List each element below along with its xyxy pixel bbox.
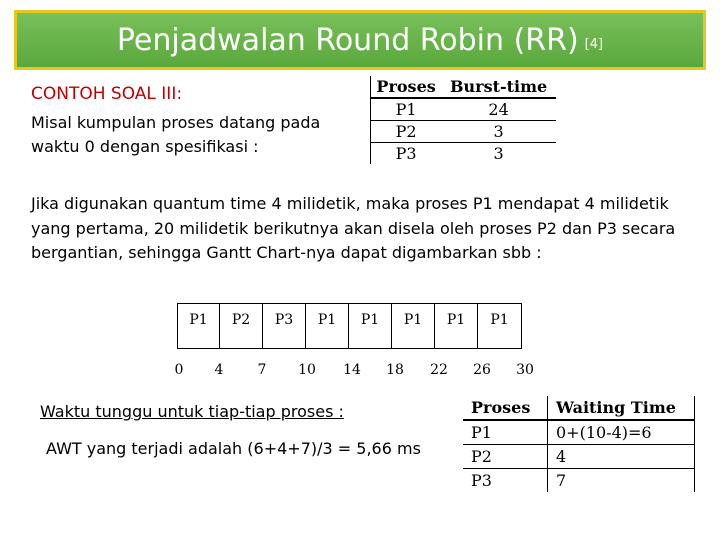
header-waiting-time: Waiting Time <box>548 396 695 420</box>
cell-burst: 3 <box>493 144 504 163</box>
table-row <box>463 469 695 493</box>
time-tick: 7 <box>257 362 267 378</box>
time-tick: 22 <box>430 362 448 378</box>
table-row <box>371 98 557 121</box>
gantt-cell: P3 <box>263 304 306 348</box>
gantt-cell: P1 <box>178 304 220 348</box>
cell-waiting: 0+(10-4)=6 <box>548 420 695 445</box>
time-tick: 26 <box>473 362 491 378</box>
gantt-cell: P1 <box>306 304 349 348</box>
gantt-time-axis <box>0 362 720 382</box>
table-row <box>463 445 695 469</box>
time-tick: 14 <box>343 362 361 378</box>
gantt-cell: P1 <box>490 312 509 328</box>
example-heading: CONTOH SOAL III: <box>31 84 183 104</box>
title-reference: [4] <box>584 36 604 52</box>
cell-waiting: 7 <box>548 469 695 493</box>
explanation-text: Jika digunakan quantum time 4 milidetik, maka proses P1 mendapat 4 milidetik yang pertama, 20 milidetik berikutnya akan disela oleh proses P2 dan P3 secara bergantian, sehingga Gantt Chart-nya dapat digambarkan sbb : <box>31 194 676 262</box>
intro-text: Misal kumpulan proses datang pada waktu 0 dengan spesifikasi : <box>31 113 321 156</box>
awt-result-text: AWT yang terjadi adalah (6+4+7)/3 = 5,66 ms <box>46 439 421 458</box>
gantt-cell: P1 <box>392 304 435 348</box>
time-tick: 0 <box>174 362 184 378</box>
cell-waiting: 4 <box>548 445 695 469</box>
cell-process: P2 <box>371 121 442 143</box>
burst-time-table <box>370 76 556 164</box>
cell-process: P1 <box>463 420 548 445</box>
table-row <box>463 420 695 445</box>
table-row <box>371 121 557 143</box>
waiting-time-label: Waktu tunggu untuk tiap-tiap proses : <box>40 402 344 421</box>
time-tick: 4 <box>214 362 224 378</box>
header-proses: Proses <box>371 76 442 98</box>
waiting-time-table <box>463 396 695 492</box>
gantt-cell: P1 <box>349 304 392 348</box>
header-proses: Proses <box>463 396 548 420</box>
cell-burst: 24 <box>441 98 556 121</box>
header-burst-time: Burst-time <box>441 76 556 98</box>
time-tick: 18 <box>386 362 404 378</box>
time-tick: 10 <box>298 362 316 378</box>
cell-process: P3 <box>371 143 442 165</box>
cell-process: P3 <box>463 469 548 493</box>
cell-process: P2 <box>463 445 548 469</box>
gantt-cell: P2 <box>220 304 263 348</box>
cell-process: P1 <box>371 98 442 121</box>
slide-title: Penjadwalan Round Robin (RR) <box>116 22 579 58</box>
gantt-chart <box>177 303 522 349</box>
gantt-cell: P1 <box>435 304 478 348</box>
time-tick: 30 <box>516 362 534 378</box>
cell-burst: 3 <box>441 121 556 143</box>
table-row <box>371 143 557 165</box>
title-bar <box>14 10 706 70</box>
